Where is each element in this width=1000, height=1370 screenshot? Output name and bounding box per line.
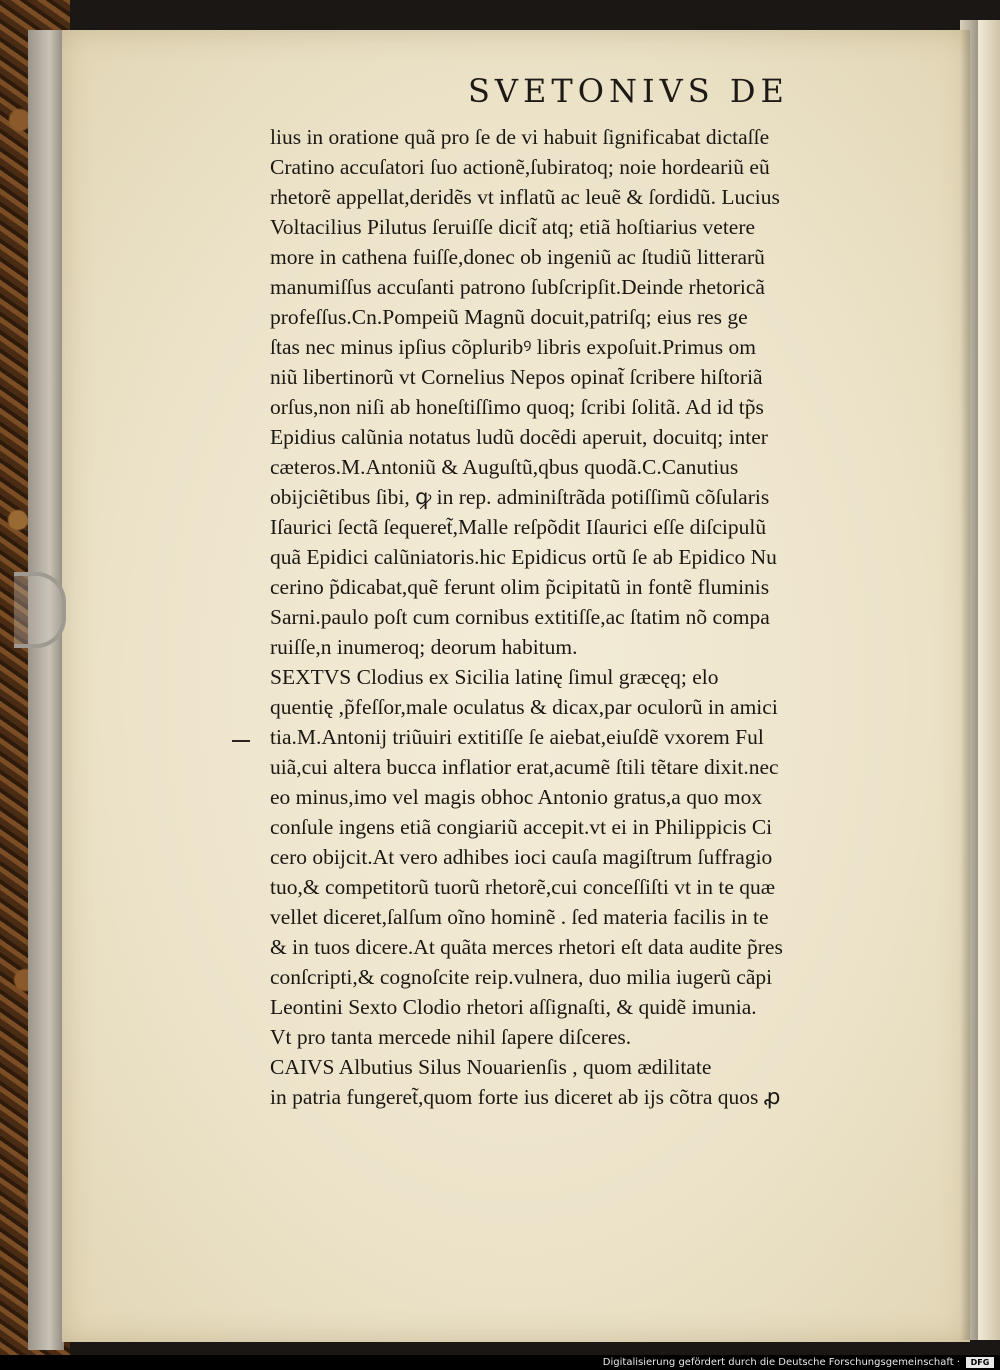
- funding-credit: Digitalisierung gefördert durch die Deutsche Forschungsgemeinschaft ·: [602, 1357, 960, 1368]
- dfg-logo: DFG: [966, 1357, 994, 1368]
- text-line: eo minus,imo vel magis obhoc Antonio gratus,a quo mox: [270, 785, 763, 809]
- text-line: Epidius calũnia notatus ludũ docẽdi aperuit, docuitq; inter: [270, 425, 768, 449]
- text-line: conſcripti,& cognoſcite reip.vulnera, duo milia iugerũ cãpi: [270, 965, 773, 989]
- text-line: Iſaurici ſectã ſequeret̃,Malle reſpõdit Iſaurici eſſe diſcipulũ: [270, 515, 767, 539]
- text-line: Cratino accuſatori ſuo actionẽ,ſubiratoq; noie hordeariũ eũ: [270, 155, 770, 179]
- text-line: tuo,& competitorũ tuorũ rhetorẽ,cui conceſſiſti vt in te quæ: [270, 875, 776, 899]
- text-line: conſule ingens etiã congiariũ accepit.vt ei in Philippicis Ci: [270, 815, 773, 839]
- text-line: quã Epidici calũniatoris.hic Epidicus ortũ ſe ab Epidico Nu: [270, 545, 777, 569]
- text-line: cæteros.M.Antoniũ & Auguſtũ,qbus quodã.C.Canutius: [270, 455, 739, 479]
- text-line: CAIVS Albutius Silus Nouarienſis , quom ædilitate: [270, 1055, 712, 1079]
- margin-mark: [232, 740, 250, 742]
- digitization-footer: [0, 1355, 1000, 1370]
- text-line: SEXTVS Clodius ex Sicilia latinę ſimul græcęq; elo: [270, 665, 719, 689]
- body-text: [270, 122, 910, 1112]
- text-line: cero obijcit.At vero adhibes ioci cauſa magiſtrum ſuffragio: [270, 845, 773, 869]
- text-line: manumiſſus accuſanti patrono ſubſcripſit.Deinde rhetoricã: [270, 275, 765, 299]
- text-line: cerino p̃dicabat,quẽ ferunt olim p̃cipitatũ in fontẽ fluminis: [270, 575, 770, 599]
- text-line: uiã,cui altera bucca inflatior erat,acumẽ ſtili tẽtare dixit.nec: [270, 755, 779, 779]
- text-line: tia.M.Antonij triũuiri extitiſſe ſe aiebat,eiuſdẽ vxorem Ful: [270, 725, 764, 749]
- text-line: orſus,non niſi ab honeſtiſſimo quoq; ſcribi ſolitã. Ad id tp̃s: [270, 395, 764, 419]
- text-line: Sarni.paulo poſt cum cornibus extitiſſe,ac ſtatim nõ compa: [270, 605, 770, 629]
- text-line: & in tuos dicere.At quãta merces rhetori eſt data audite p̃res: [270, 935, 783, 959]
- text-line: vellet diceret,ſalſum oĩno hominẽ . ſed materia facilis in te: [270, 905, 769, 929]
- text-line: quentię ,p̃feſſor,male oculatus & dicax,par oculorũ in amici: [270, 695, 778, 719]
- text-line: Leontini Sexto Clodio rhetori aſſignaſti, & quidẽ imunia.: [270, 995, 757, 1019]
- text-line: ſtas nec minus ipſius cõpluribꝰ libris expoſuit.Primus om: [270, 335, 756, 359]
- text-line: more in cathena fuiſſe,donec ob ingeniũ ac ſtudiũ litterarũ: [270, 245, 765, 269]
- text-line: profeſſus.Cn.Pompeiũ Magnũ docuit,patriſq; eius res ge: [270, 305, 748, 329]
- text-line: rhetorẽ appellat,deridẽs vt inflatũ ac leuẽ & ſordidũ. Lucius: [270, 185, 780, 209]
- text-line: niũ libertinorũ vt Cornelius Nepos opinat̃ ſcribere hiſtoriã: [270, 365, 763, 389]
- text-line: Vt pro tanta mercede nihil ſapere diſceres.: [270, 1025, 632, 1049]
- page-clasp: [14, 572, 66, 648]
- book-board-edge: [28, 30, 64, 1350]
- text-line: in patria fungeret̃,quom forte ius diceret ab ijs cõtra quos ꝓ: [270, 1085, 781, 1109]
- running-head: SVETONIVS DE: [468, 72, 789, 110]
- text-line: obijciẽtibus ſibi, ꝙ in rep. adminiſtrãda potiſſimũ cõſularis: [270, 485, 770, 509]
- text-line: ruiſſe,n inumeroq; deorum habitum.: [270, 635, 578, 659]
- text-line: lius in oratione quã pro ſe de vi habuit ſignificabat dictaſſe: [270, 125, 770, 149]
- text-line: Voltacilius Pilutus ſeruiſſe dicit̃ atq; etiã hoſtiarius vetere: [270, 215, 756, 239]
- spine-shadow: [960, 20, 978, 1340]
